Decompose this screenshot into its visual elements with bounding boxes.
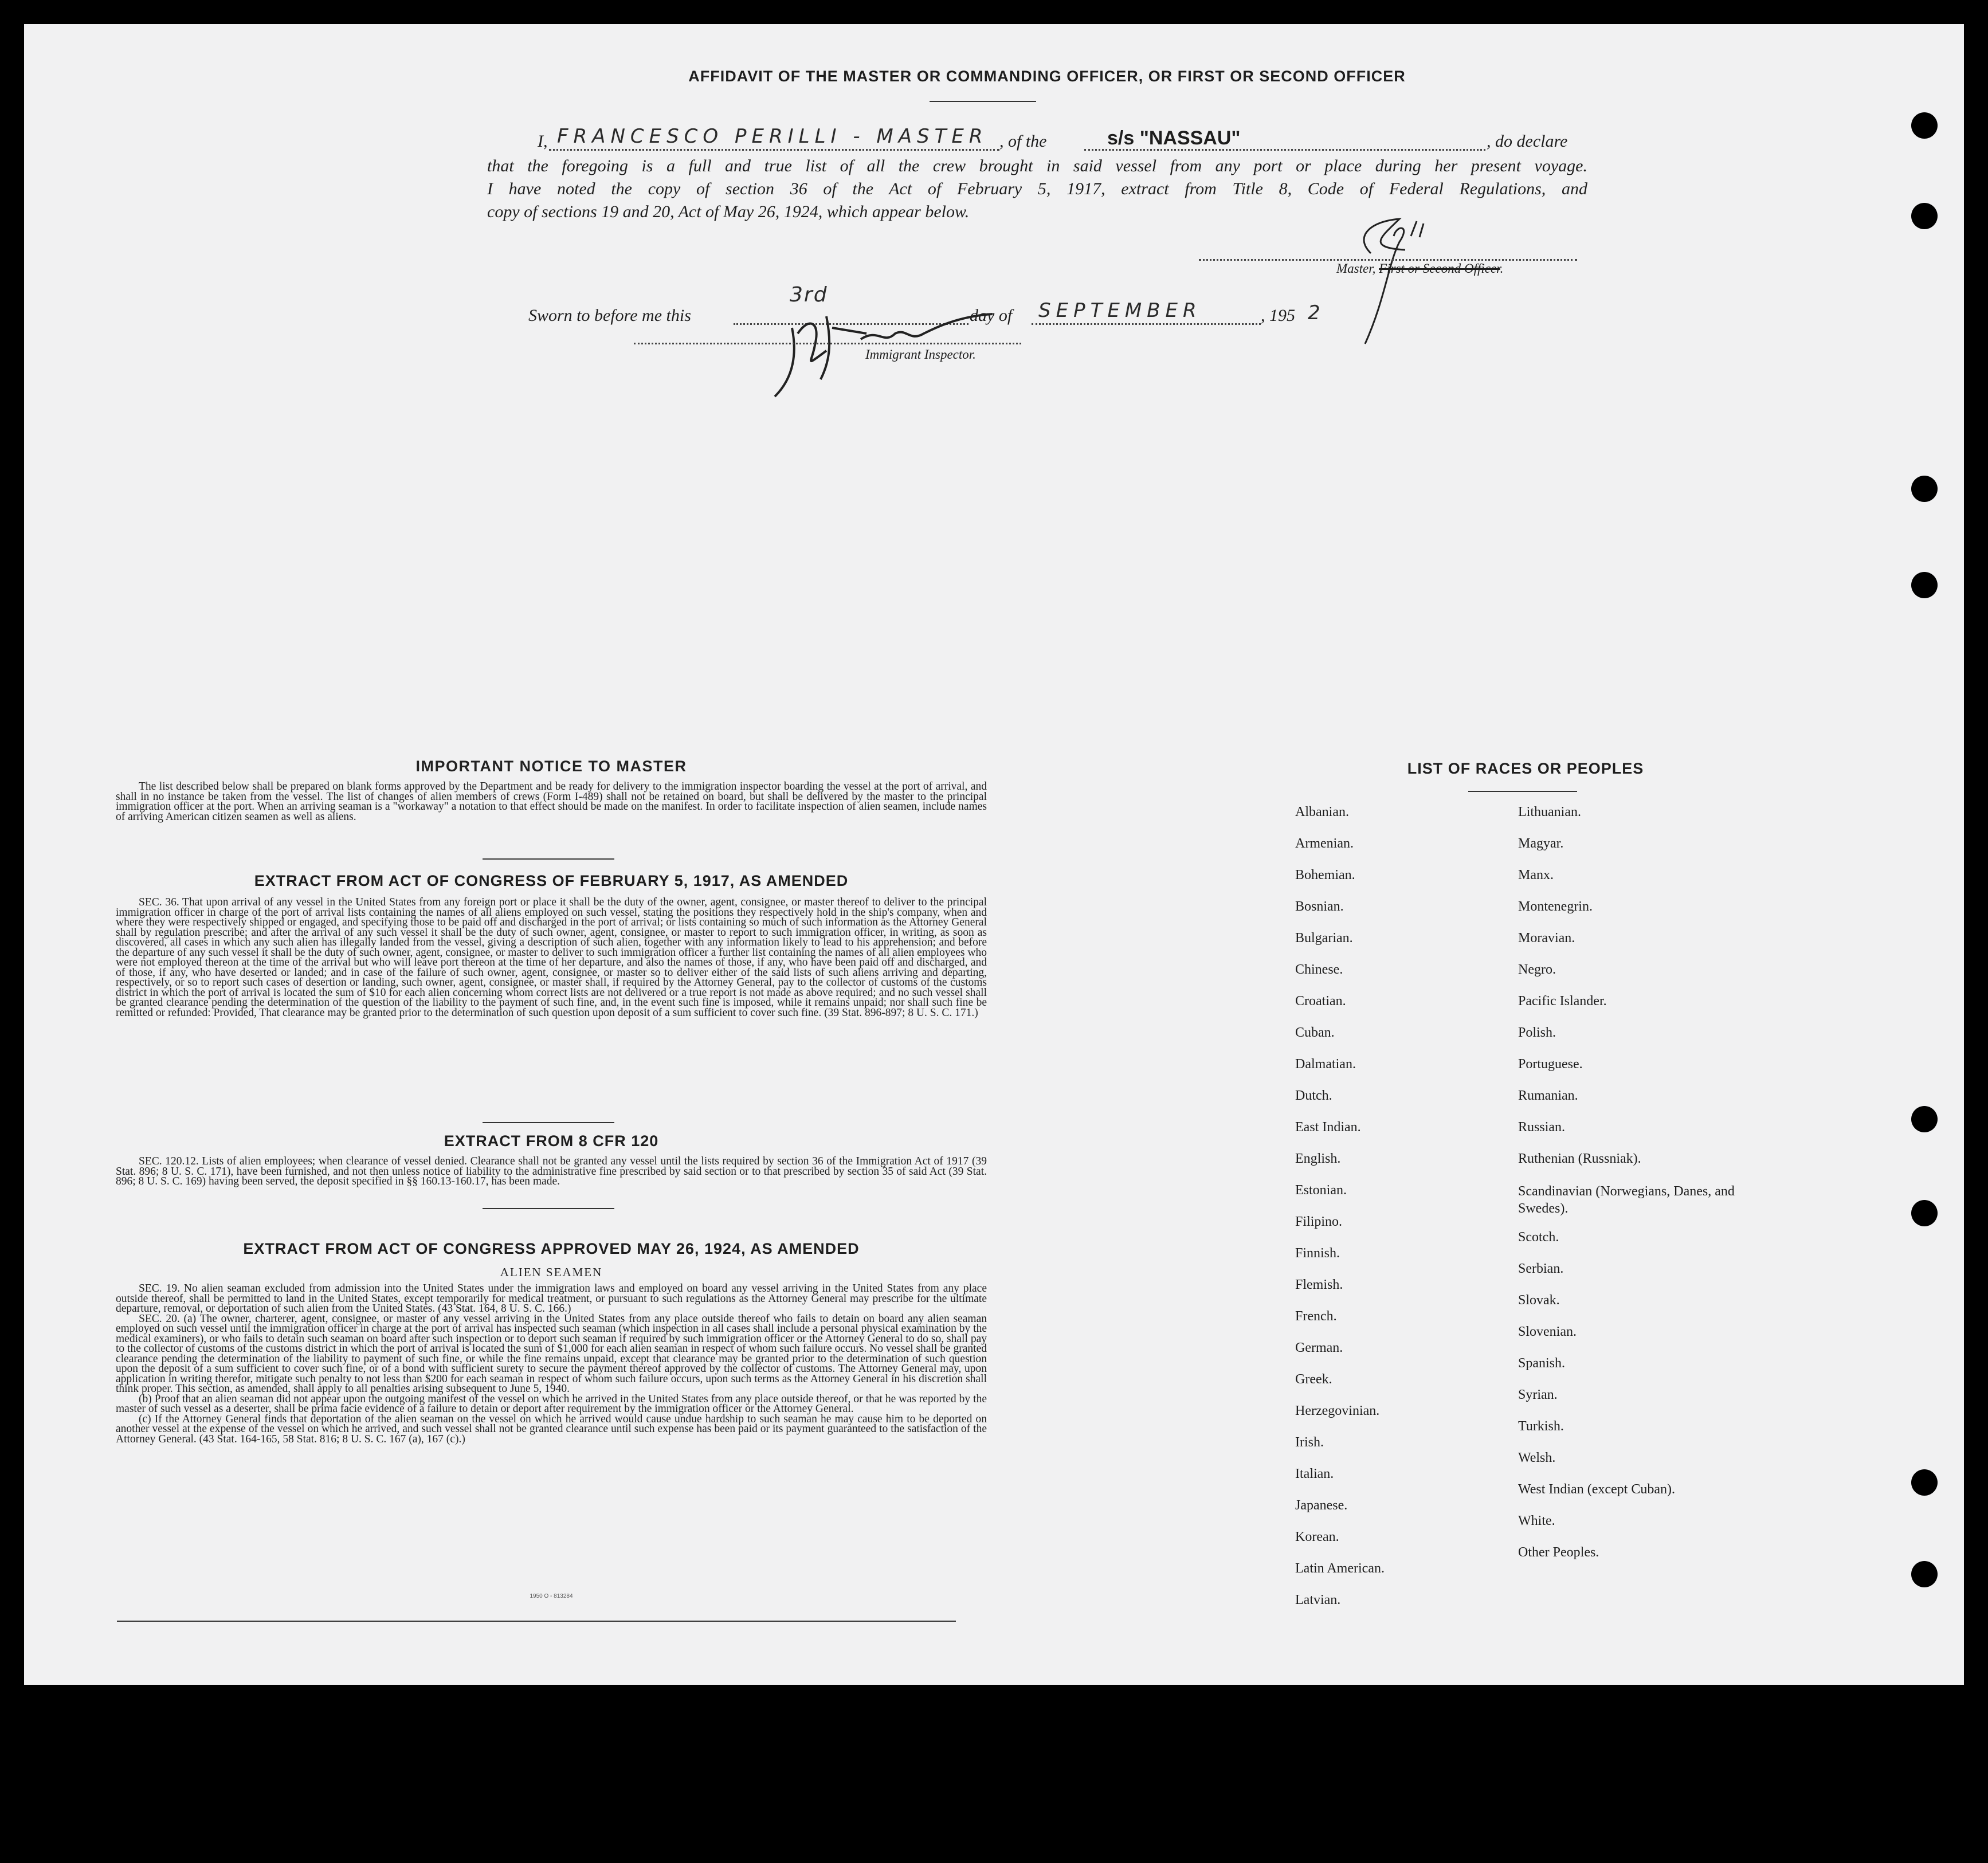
- document-page: [24, 24, 1964, 1685]
- of-the-text: , of the: [999, 132, 1047, 151]
- master-title-label: Master, First or Second Officer.: [1336, 261, 1504, 276]
- race-item: Negro.: [1518, 962, 1556, 977]
- race-item: White.: [1518, 1513, 1555, 1528]
- prefix-i: I,: [538, 132, 548, 151]
- race-item: Ruthenian (Russniak).: [1518, 1151, 1641, 1166]
- punch-hole: [1911, 572, 1938, 598]
- extract-1924-title: EXTRACT FROM ACT OF CONGRESS APPROVED MAY 26, 1924, AS AMENDED: [243, 1240, 860, 1257]
- punch-hole: [1911, 476, 1938, 502]
- extract-8cfr-body: SEC. 120.12. Lists of alien employees; when clearance of vessel denied. Clearance shall not be granted any vessel until the lists required by section 36 of the Immigration Act of 1917 (39 Stat. 896; 8 U. S. C. 171), have been furnished, and not then unless notice of liability to the administrative fine prescribed by said section or to that prescribed by section 35 of said Act (39 Stat. 896; 8 U. S. C. 169) having been served, the deposit specified in §§ 160.13-160.17, has been made.: [116, 1155, 987, 1187]
- punch-hole: [1911, 1200, 1938, 1226]
- race-item: Moravian.: [1518, 931, 1575, 946]
- race-item: Flemish.: [1295, 1277, 1343, 1292]
- extract-1924-subtitle: ALIEN SEAMEN: [500, 1265, 603, 1279]
- race-item: Croatian.: [1295, 994, 1346, 1009]
- race-item: Other Peoples.: [1518, 1545, 1599, 1560]
- race-item: German.: [1295, 1340, 1343, 1355]
- race-item: Lithuanian.: [1518, 805, 1581, 819]
- day-of-text: day of: [970, 306, 1013, 325]
- sworn-day: 3rd: [790, 283, 828, 307]
- vessel-name: s/s "NASSAU": [1107, 127, 1241, 149]
- punch-hole: [1911, 1561, 1938, 1587]
- race-item: Latvian.: [1295, 1593, 1341, 1607]
- race-item: Portuguese.: [1518, 1057, 1583, 1072]
- statement-line-3: I have noted the copy of section 36 of the Act of February 5, 1917, extract from Title 8, Code of Federal Regulations, and: [487, 179, 1587, 198]
- race-item: Spanish.: [1518, 1356, 1566, 1371]
- inspector-label: Immigrant Inspector.: [865, 347, 976, 362]
- race-item: Syrian.: [1518, 1387, 1558, 1402]
- race-item: Magyar.: [1518, 836, 1564, 851]
- race-item: Slovak.: [1518, 1293, 1560, 1308]
- year-prefix: , 195: [1261, 306, 1295, 325]
- punch-hole: [1911, 203, 1938, 229]
- sworn-month: SEPTEMBER: [1038, 299, 1202, 322]
- race-item: Greek.: [1295, 1372, 1332, 1387]
- races-right-column: [1518, 805, 1759, 1576]
- race-item: Dutch.: [1295, 1088, 1332, 1103]
- extract-1924-para: SEC. 19. No alien seaman excluded from admission into the United States under the immigration laws and employed on board any vessel arriving in the United States from any place outside thereof, shall be permitted to land in the United States, except temporarily for medical treatment, or pursuant to such regulations as the Attorney General may prescribe for the ultimate departure, removal, or deportation of such alien from the United States. (43 Stat. 164, 8 U. S. C. 166.): [116, 1282, 987, 1315]
- race-item: Filipino.: [1295, 1214, 1343, 1229]
- extract-8cfr-title: EXTRACT FROM 8 CFR 120: [444, 1132, 659, 1150]
- extract-1924-para: (c) If the Attorney General finds that deportation of the alien seaman on the vessel on which he arrived would cause undue hardship to such seaman he may cause him to be deported on another vessel at the expense of the vessel on which he arrived, and such vessel shall not be granted clearance until such expense has been paid or its payment guaranteed to the satisfaction of the Attorney General. (43 Stat. 164-165, 58 Stat. 816; 8 U. S. C. 167 (a), 167 (c).): [116, 1413, 987, 1445]
- extract-1917-body: SEC. 36. That upon arrival of any vessel in the United States from any foreign port or place it shall be the duty of the owner, agent, consignee, or master thereof to deliver to the principal immigration officer in charge of the port of arrival lists containing the names of all aliens employed on such vessel, stating the positions they respectively hold in the ship's company, when and where they were respectively shipped or engaged, and specifying those to be paid off and discharged in the port of arrival; or lists containing so much of such information as the Attorney General shall by regulation prescribe; and after the arrival of any such vessel it shall be the duty of such owner, agent, consignee, or master to report to such immigration officer, in writing, as soon as discovered, all cases in which any such alien has illegally landed from the vessel, giving a description of such alien, together with any information likely to lead to his apprehension; and before the departure of any such vessel it shall be the duty of such owner, agent, consignee, or master to deliver to such immigration officer a further list containing the names of all alien employees who were not employed thereon at the time of the arrival but who will leave port thereon at the time of her departure, and also the names of those, if any, who have been paid off and discharged, and of those, if any, who have deserted or landed; and in case of the failure of such owner, agent, consignee, or master so to deliver either of the said lists of such aliens arriving and departing, respectively, or so to report such cases of desertion or landing, such owner, agent, consignee, or master shall, if required by the Attorney General, pay to the collector of customs of the customs district in which the port of arrival is located the sum of $10 for each alien concerning whom correct lists are not delivered or a true report is not made as above required; and no such vessel shall be granted clearance pending the determination of the question of the liability to the payment of such fine, and, in the event such fine is imposed, while it remains unpaid; nor shall such fine be remitted or refunded: Provided, That clearance may be granted prior to the determination of such question upon deposit of a sum sufficient to cover such fine. (39 Stat. 896-897; 8 U. S. C. 171.): [116, 896, 987, 1019]
- extract-1924-body: [116, 1284, 987, 1444]
- race-item: Rumanian.: [1518, 1088, 1578, 1103]
- race-item: Pacific Islander.: [1518, 994, 1607, 1009]
- race-item: Armenian.: [1295, 836, 1354, 851]
- statement-line-2: that the foregoing is a full and true list of all the crew brought in said vessel from any port or place during her present voyage.: [487, 156, 1587, 175]
- punch-hole: [1911, 1106, 1938, 1132]
- race-item: Cuban.: [1295, 1025, 1335, 1040]
- race-item: Montenegrin.: [1518, 899, 1593, 914]
- master-name: FRANCESCO PERILLI - MASTER: [557, 125, 988, 148]
- affidavit-line1: [24, 125, 1964, 158]
- race-item: Dalmatian.: [1295, 1057, 1356, 1072]
- race-item: Bosnian.: [1295, 899, 1344, 914]
- race-item: Chinese.: [1295, 962, 1343, 977]
- race-item: Latin American.: [1295, 1561, 1385, 1576]
- extract-8cfr-divider: [483, 1208, 614, 1209]
- race-item: Slovenian.: [1518, 1324, 1577, 1339]
- race-item: Irish.: [1295, 1435, 1324, 1450]
- extract-1924-para: (b) Proof that an alien seaman did not appear upon the outgoing manifest of the vessel on which he arrived in the United States from any place outside thereof, or that he was reported by the master of such vessel as a deserter, shall be prima facie evidence of a failure to detain or deport after requirement by the immigration officer or the Attorney General.: [116, 1393, 987, 1415]
- race-item: Welsh.: [1518, 1450, 1556, 1465]
- name-line: [549, 149, 999, 151]
- race-item: Manx.: [1518, 868, 1554, 883]
- race-item: Estonian.: [1295, 1183, 1347, 1198]
- extract-1917-title: EXTRACT FROM ACT OF CONGRESS OF FEBRUARY 5, 1917, AS AMENDED: [254, 872, 849, 889]
- race-item: Japanese.: [1295, 1498, 1348, 1513]
- extract-1917-divider: [483, 1122, 614, 1123]
- master-signature-line: [1199, 259, 1577, 261]
- race-item: Italian.: [1295, 1466, 1334, 1481]
- sworn-text: Sworn to before me this: [528, 306, 691, 325]
- notice-divider: [483, 858, 614, 860]
- notice-title: IMPORTANT NOTICE TO MASTER: [415, 758, 687, 775]
- race-item: Russian.: [1518, 1120, 1566, 1135]
- bottom-rule: [117, 1621, 956, 1622]
- race-item: East Indian.: [1295, 1120, 1361, 1135]
- race-item: Serbian.: [1518, 1261, 1564, 1276]
- notice-body: The list described below shall be prepared on blank forms approved by the Department and be ready for delivery to the immigration inspector boarding the vessel at the port of arrival, and shall in no instance be taken from the vessel. The list of changes of alien members of crews (Form I-489) shall not be retained on board, but shall be delivered by the master to the principal immigration officer at the port. When an arriving seaman is a "workaway" a notation to that effect should be made on the manifest. In order to facilitate inspection of alien seamen, include names of arriving American citizen seamen as well as aliens.: [116, 781, 987, 823]
- race-item: Polish.: [1518, 1025, 1556, 1040]
- punch-hole: [1911, 1469, 1938, 1496]
- race-item: Korean.: [1295, 1529, 1339, 1544]
- officer-struck-label: First or Second Officer: [1379, 261, 1500, 276]
- race-item: Turkish.: [1518, 1419, 1564, 1434]
- master-label: Master,: [1336, 261, 1376, 276]
- race-item: Herzegovinian.: [1295, 1403, 1380, 1418]
- races-left-column: [1295, 805, 1479, 1624]
- race-item: Bohemian.: [1295, 868, 1355, 883]
- title-divider: [930, 101, 1036, 102]
- month-line: [1032, 323, 1261, 325]
- race-item: Scotch.: [1518, 1230, 1559, 1245]
- extract-1924-para: SEC. 20. (a) The owner, charterer, agent, consignee, or master of any vessel arriving in the United States from any place outside thereof who fails to detain on board any alien seaman employed on such vessel until the immigration officer in charge at the port of arrival has inspected such seaman (which inspection in all cases shall include a personal physical examination by the medical examiners), or who fails to detain such seaman on board after such inspection or to deport such seaman if required by such immigration officer or the Attorney General to do so, shall pay to the collector of customs of the customs district in which the port of arrival is located the sum of $1,000 for each alien seaman in respect of whom such failure occurs. No vessel shall be granted clearance pending the determination of the liability to payment of such fine, or while the fine remains unpaid, except that clearance may be granted prior to the determination of such question upon the deposit of a sum sufficient to cover such fine, or of a bond with sufficient surety to secure the payment thereof approved by the collector of customs. The Attorney General may, upon application in writing therefor, mitigate such penalty to not less than $200 for each seaman in respect of whom such failure occurs, upon such terms as the Attorney General in his discretion shall think proper. This section, as amended, shall apply to all penalties arising subsequent to June 5, 1940.: [116, 1312, 987, 1395]
- races-divider: [1468, 791, 1577, 792]
- year-digit: 2: [1308, 301, 1326, 324]
- race-item: Albanian.: [1295, 805, 1349, 819]
- race-item: West Indian (except Cuban).: [1518, 1482, 1675, 1497]
- race-item: Finnish.: [1295, 1246, 1340, 1261]
- race-item: Bulgarian.: [1295, 931, 1353, 946]
- race-item: Scandinavian (Norwegians, Danes, and Swedes).: [1518, 1184, 1735, 1216]
- print-code: 1950 O - 813284: [530, 1593, 573, 1599]
- affidavit-title: AFFIDAVIT OF THE MASTER OR COMMANDING OFFICER, OR FIRST OR SECOND OFFICER: [688, 68, 1406, 85]
- do-declare-text: , do declare: [1487, 132, 1568, 151]
- statement-line-4: copy of sections 19 and 20, Act of May 26, 1924, which appear below.: [487, 202, 970, 221]
- races-title: LIST OF RACES OR PEOPLES: [1407, 760, 1644, 777]
- race-item: French.: [1295, 1309, 1337, 1324]
- inspector-signature-line: [634, 343, 1021, 344]
- race-item: English.: [1295, 1151, 1341, 1166]
